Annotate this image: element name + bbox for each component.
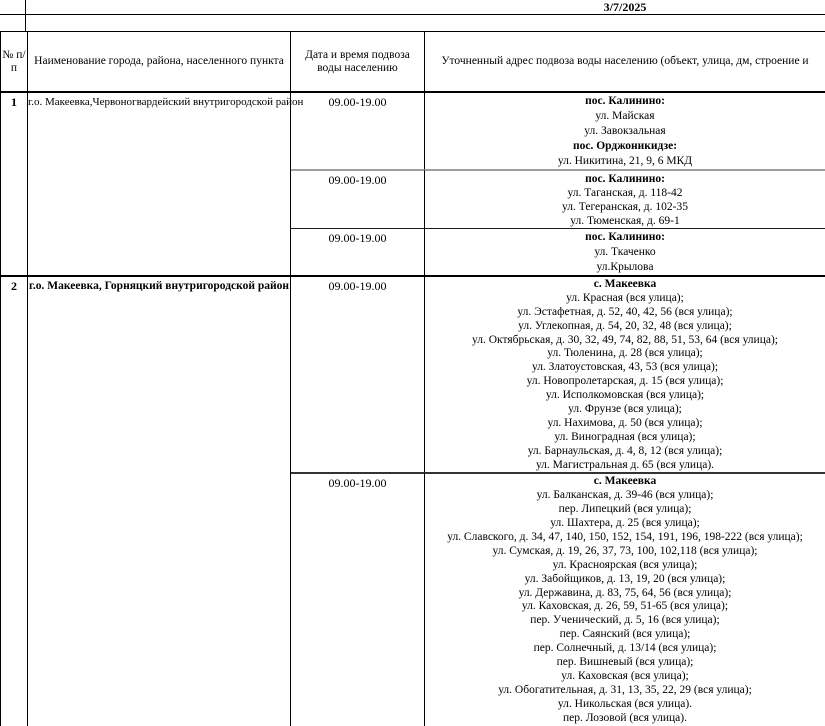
address-line: ул. Нахимова, д. 50 (вся улица); (547, 416, 703, 429)
settlement-heading: с. Макеевка (593, 475, 657, 488)
water-delivery-table (0, 31, 825, 726)
address-line: ул.Крылова (596, 261, 654, 273)
address-line: ул. Тюленина, д. 28 (вся улица); (547, 347, 703, 360)
address-line: ул. Каховская, д. 26, 59, 51-65 (вся улица); (521, 600, 729, 613)
address-line: ул. Углекопная, д. 54, 20, 32, 48 (вся улица); (518, 319, 732, 332)
column-border-remnant (25, 15, 26, 31)
header-cell-address: Уточненный адрес подвоза воды населению (объект, улица, дм, строение и (425, 32, 825, 93)
district-name-cell: г.о. Макеевка, Горняцкий внутригородской район (28, 275, 291, 726)
address-line: ул. Майская (595, 110, 655, 122)
settlement-heading: пос. Орджоникидзе: (572, 140, 678, 152)
address-line: ул. Славского, д. 34, 47, 140, 150, 152, 154, 191, 196, 198-222 (вся улица); (447, 531, 803, 544)
address-line: ул. Барнаульская, д. 4, 8, 12 (вся улица); (527, 444, 723, 457)
address-line: ул. Тюменская, д. 69-1 (570, 215, 680, 227)
address-line: ул. Забойщиков, д. 13, 19, 20 (вся улица); (524, 572, 726, 585)
address-line: ул. Новопролетарская, д. 15 (вся улица); (526, 375, 724, 388)
address-line: ул. Державина, д. 83, 75, 64, 56 (вся улица); (518, 586, 732, 599)
delivery-time-cell: 09.00-19.00 (291, 93, 425, 169)
address-line: пер. Саянский (вся улица); (559, 628, 691, 641)
delivery-time-cell: 09.00-19.00 (291, 228, 425, 275)
header-cell-name: Наименование города, района, населенного пункта (28, 32, 291, 93)
district-name-cell: г.о. Макеевка,Червоногвардейский внутригородской район (28, 93, 291, 275)
address-line: ул. Магистральная д. 65 (вся улица). (535, 458, 715, 471)
address-line: пер. Ученический, д. 5, 16 (вся улица); (530, 614, 720, 627)
address-cell (425, 169, 825, 228)
address-line: ул. Балканская, д. 39-46 (вся улица); (536, 489, 714, 502)
settlement-heading: пос. Калинино: (585, 173, 665, 185)
spacer-row (0, 15, 825, 31)
address-line: пер. Лозовой (вся улица). (563, 711, 687, 724)
address-line: ул. Ткаченко (594, 246, 656, 258)
address-line: ул. Красная (вся улица); (566, 291, 684, 304)
delivery-time-cell: 09.00-19.00 (291, 275, 425, 472)
address-line: ул. Обогатительная, д. 31, 13, 35, 22, 29 (вся улица); (498, 683, 752, 696)
address-line: ул. Шахтера, д. 25 (вся улица); (550, 517, 700, 530)
row-number-cell: 1 (0, 93, 28, 275)
address-line: ул. Фрунзе (вся улица); (568, 403, 682, 416)
address-line: ул. Сумская, д. 19, 26, 37, 73, 100, 102,118 (вся улица); (492, 544, 758, 557)
header-cell-time: Дата и время подвоза воды населению (291, 32, 425, 93)
settlement-heading: пос. Калинино: (585, 95, 665, 107)
address-line: ул. Октябрьская, д. 30, 32, 49, 74, 82, 88, 51, 53, 64 (вся улица); (471, 333, 778, 346)
settlement-heading: пос. Калинино: (585, 231, 665, 243)
address-line: ул. Виноградная (вся улица); (554, 430, 696, 443)
address-line: ул. Златоустовская, 43, 53 (вся улица); (531, 361, 719, 374)
row-number-cell: 2 (0, 275, 28, 726)
delivery-time-cell: 09.00-19.00 (291, 169, 425, 228)
address-line: пер. Вишневый (вся улица); (556, 656, 694, 669)
address-line: ул. Таганская, д. 118-42 (567, 187, 683, 199)
address-cell (425, 275, 825, 472)
date-row (0, 0, 825, 15)
address-line: пер. Липецкий (вся улица); (558, 503, 692, 516)
address-line: пер. Солнечный, д. 13/14 (вся улица); (533, 642, 717, 655)
address-line: ул. Завокзальная (584, 125, 666, 137)
settlement-heading: с. Макеевка (593, 278, 657, 290)
address-line: ул. Красноярская (вся улица); (552, 558, 698, 571)
header-cell-number: № п/п (0, 32, 28, 93)
report-date: 3/7/2025 (603, 0, 647, 14)
address-cell (425, 472, 825, 725)
address-cell (425, 93, 825, 169)
address-cell (425, 228, 825, 275)
address-line: ул. Никольская (вся улица). (557, 697, 693, 710)
address-line: ул. Никитина, 21, 9, 6 МКД (557, 155, 693, 167)
address-line: ул. Исполкомовская (вся улица); (545, 389, 705, 402)
address-line: ул. Каховская (вся улица); (561, 669, 689, 682)
address-line: ул. Эстафетная, д. 52, 40, 42, 56 (вся улица); (517, 305, 733, 318)
delivery-time-cell: 09.00-19.00 (291, 472, 425, 725)
column-border-remnant (25, 0, 26, 14)
address-line: ул. Тегеранская, д. 102-35 (562, 201, 688, 213)
